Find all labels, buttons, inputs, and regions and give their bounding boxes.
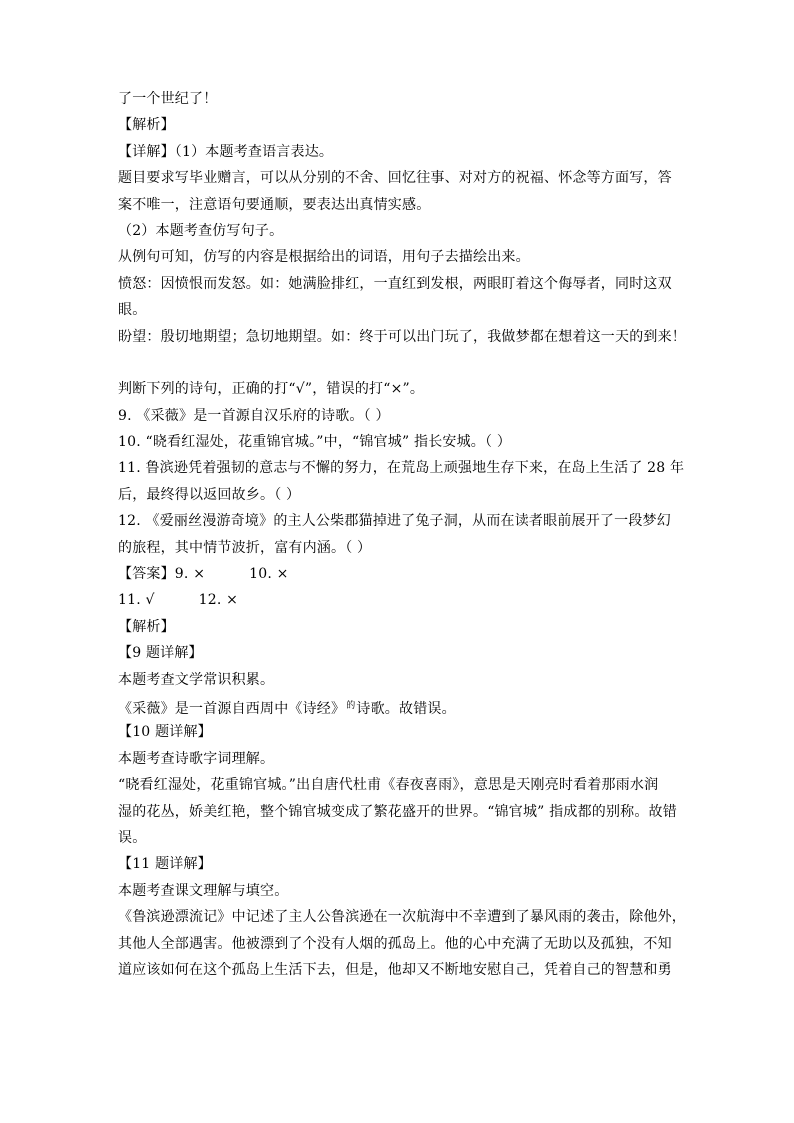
document-page bbox=[118, 90, 686, 987]
detail-heading: 【详解】（1）本题考查语言表达。 bbox=[118, 143, 334, 160]
analysis-heading: 【解析】 bbox=[118, 618, 175, 635]
text-line: 眼。 bbox=[118, 302, 147, 319]
text-line: 题目要求写毕业赠言，可以从分别的不舍、回忆往事、对对方的祝福、怀念等方面写，答 bbox=[118, 170, 672, 187]
text-line: 《鲁滨逊漂流记》中记述了主人公鲁滨逊在一次航海中不幸遭到了暴风雨的袭击，除他外， bbox=[118, 909, 686, 926]
text-line: 愤怒：因愤恨而发怒。如：她满脸排红，一直红到发根，两眼盯着这个侮辱者，同时这双 bbox=[118, 275, 672, 292]
text-line: “晓看红湿处，花重锦官城。”出自唐代杜甫《春夜喜雨》，意思是天刚亮时看着那雨水润 bbox=[118, 777, 659, 794]
question-12: 12. 《爱丽丝漫游奇境》的主人公柴郡猫掉进了兔子洞，从而在读者眼前展开了一段梦幻 bbox=[118, 513, 671, 530]
answer-line-2 bbox=[118, 591, 678, 617]
detail-heading-9: 【9 题详解】 bbox=[118, 645, 203, 662]
text-line: 湿的花丛，娇美红艳，整个锦官城变成了繁花盛开的世界。“锦官城” 指成都的别称。故错 bbox=[118, 803, 677, 820]
text-line: 本题考查诗歌字词理解。 bbox=[118, 750, 275, 767]
text-line: 道应该如何在这个孤岛上生活下去，但是，他却又不断地安慰自己，凭着自己的智慧和勇 bbox=[118, 961, 672, 978]
answer-line-1 bbox=[118, 565, 678, 591]
text-segment: 诗歌。故错误。 bbox=[356, 700, 456, 717]
text-line: （2）本题考查仿写句子。 bbox=[118, 222, 284, 239]
answer-11: 11. √ bbox=[118, 592, 155, 609]
answer-9: 【答案】9. × bbox=[118, 566, 206, 583]
question-instruction: 判断下列的诗句，正确的打“√”，错误的打“×”。 bbox=[118, 381, 425, 398]
detail-heading-11: 【11 题详解】 bbox=[118, 856, 212, 873]
text-line: 案不唯一，注意语句要通顺，要表达出真情实感。 bbox=[118, 196, 431, 213]
text-line: 盼望：殷切地期望；急切地期望。如：终于可以出门玩了，我做梦都在想着这一天的到来！ bbox=[118, 328, 686, 345]
text-line: 本题考查课文理解与填空。 bbox=[118, 882, 289, 899]
answer-12: 12. × bbox=[198, 592, 239, 609]
text-line bbox=[118, 697, 678, 723]
text-line: 从例句可知，仿写的内容是根据给出的词语，用句子去描绘出来。 bbox=[118, 249, 530, 266]
answer-10: 10. × bbox=[249, 566, 289, 583]
text-line: 本题考查文学常识积累。 bbox=[118, 671, 275, 688]
detail-heading-10: 【10 题详解】 bbox=[118, 724, 212, 741]
blank-line bbox=[118, 354, 678, 380]
text-line: 了一个世纪了！ bbox=[118, 91, 218, 107]
text-line: 其他人全部遇害。他被漂到了个没有人烟的孤岛上。他的心中充满了无助以及孤独，不知 bbox=[118, 935, 672, 952]
text-line: 误。 bbox=[118, 829, 147, 846]
question-11: 11. 鲁滨逊凭着强韧的意志与不懈的努力，在荒岛上顽强地生存下来，在岛上生活了 28 年 bbox=[118, 460, 685, 477]
question-12-cont: 的旅程，其中情节波折，富有内涵。（ ） bbox=[118, 539, 372, 556]
text-segment: 《采薇》是一首源自西周中《诗经》 bbox=[118, 700, 346, 717]
question-10: 10. “晓看红湿处，花重锦官城。”中，“锦官城” 指长安城。（ ） bbox=[118, 434, 512, 451]
superscript-char: 的 bbox=[346, 700, 356, 711]
question-9: 9. 《采薇》是一首源自汉乐府的诗歌。（ ） bbox=[118, 407, 390, 424]
analysis-heading: 【解析】 bbox=[118, 117, 175, 134]
question-11-cont: 后，最终得以返回故乡。（ ） bbox=[118, 486, 301, 503]
